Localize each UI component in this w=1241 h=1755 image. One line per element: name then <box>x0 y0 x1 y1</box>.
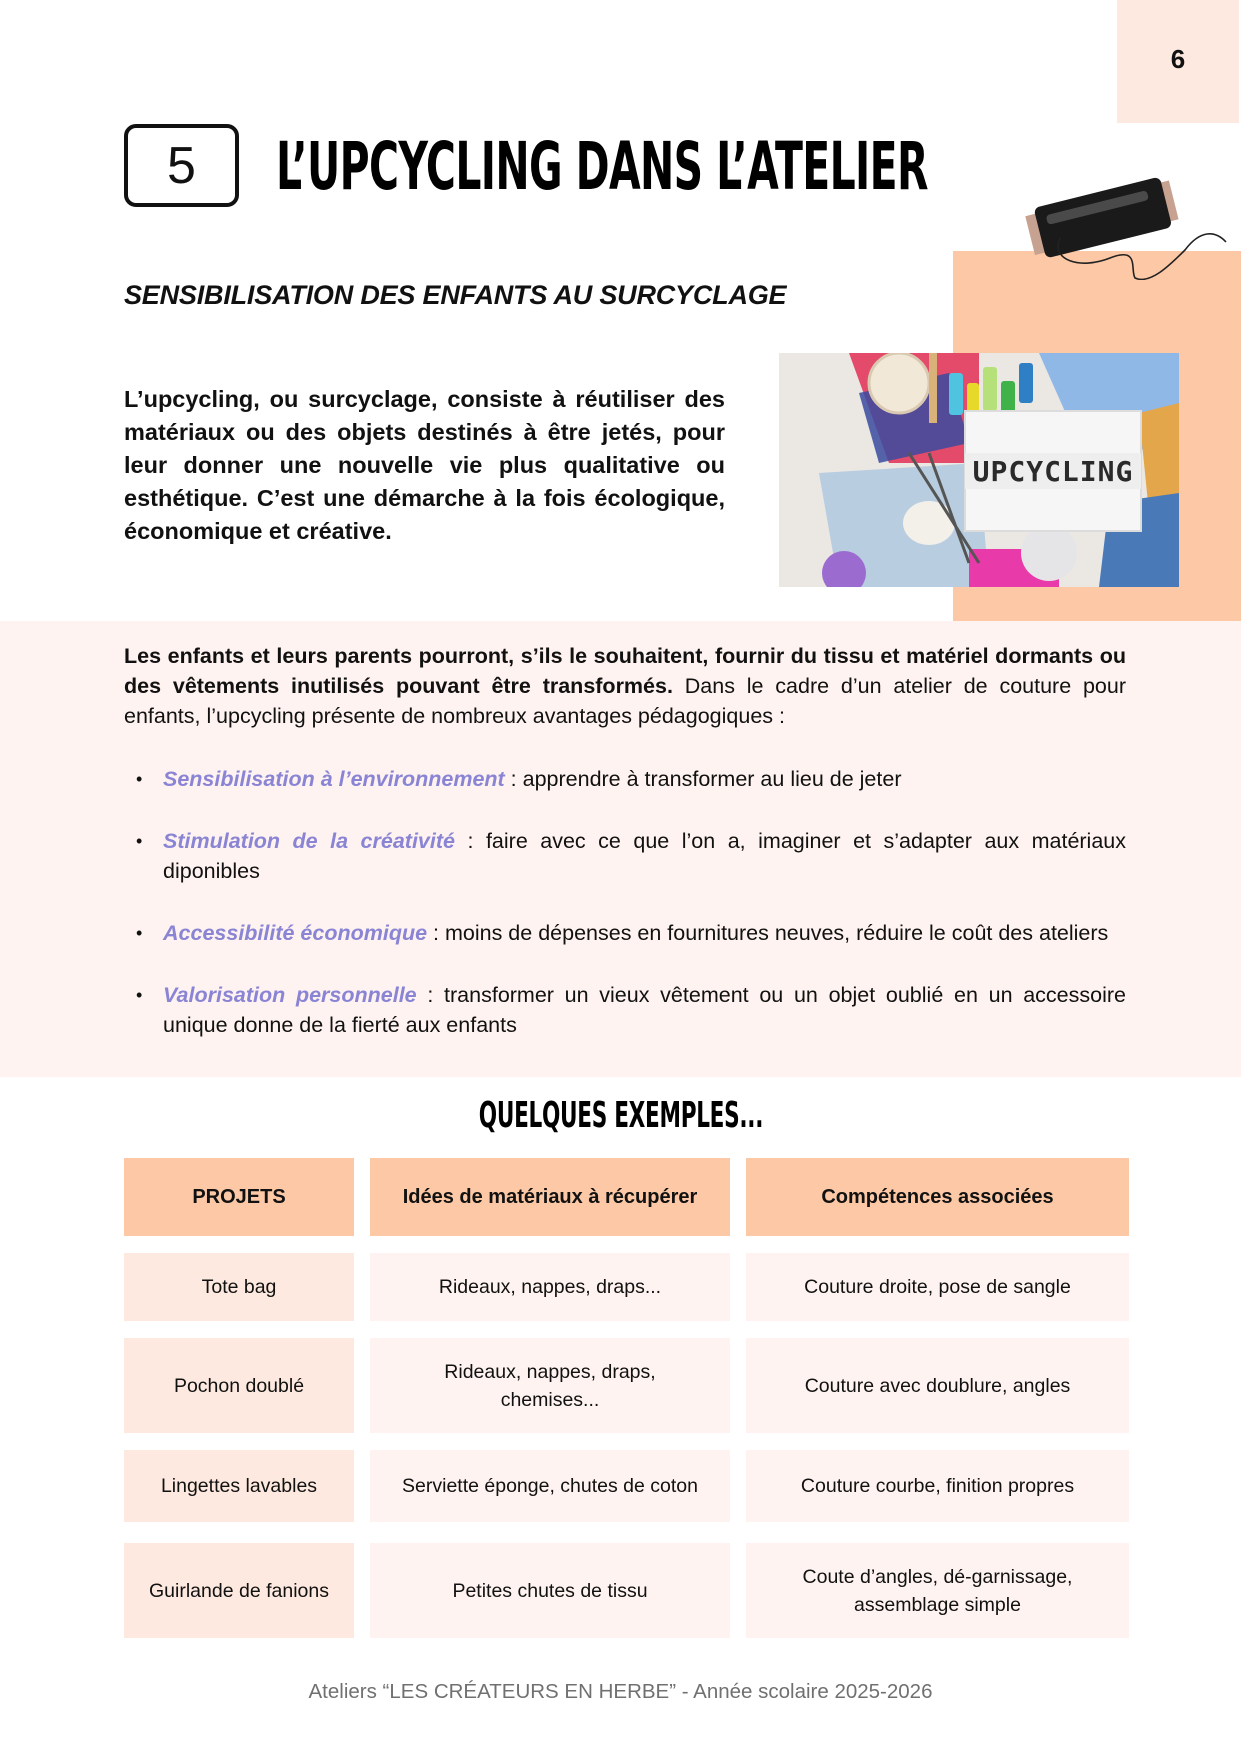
benefit-item <box>124 826 1126 886</box>
table-header-projets: PROJETS <box>124 1158 354 1236</box>
upcycling-photo <box>779 353 1179 587</box>
benefit-text: : moins de dépenses en fournitures neuves, réduire le coût des ateliers <box>427 921 1109 945</box>
benefit-term: Valorisation personnelle <box>163 983 417 1007</box>
table-cell-projet: Pochon doublé <box>124 1338 354 1433</box>
table-cell-materiaux: Rideaux, nappes, draps, chemises... <box>370 1338 730 1433</box>
benefit-item <box>124 918 1126 948</box>
benefit-term: Sensibilisation à l’environnement <box>163 767 505 791</box>
table-header-competences: Compétences associées <box>746 1158 1129 1236</box>
table-cell-projet: Guirlande de fanions <box>124 1543 354 1638</box>
body-lead-rest: Dans le cadre d’un atelier de couture pour enfants, l’upcycling présente de nombreux avantages pédagogiques : <box>124 674 1126 728</box>
benefit-item <box>124 764 1126 794</box>
examples-title <box>0 1095 1241 1136</box>
page-number-box <box>1117 0 1239 123</box>
intro-paragraph: L’upcycling, ou surcyclage, consiste à réutiliser des matériaux ou des objets destinés à être jetés, pour leur donner une nouvelle vie plus qualitative ou esthétique. C’est une démarche à la fois écologique, économique et créative. <box>124 386 725 544</box>
table-cell-materiaux: Petites chutes de tissu <box>370 1543 730 1638</box>
bullet-icon: • <box>136 923 143 943</box>
bullet-icon: • <box>136 769 143 789</box>
table-cell-competences: Couture droite, pose de sangle <box>746 1253 1129 1321</box>
benefit-text: : faire avec ce que l’on a, imaginer et s’adapter aux matériaux diponibles <box>163 829 1126 883</box>
examples-title-text: QUELQUES EXEMPLES... <box>478 1095 763 1136</box>
benefit-text: : apprendre à transformer au lieu de jeter <box>504 767 902 791</box>
table-cell-projet: Tote bag <box>124 1253 354 1321</box>
photo-sign-text: UPCYCLING <box>972 455 1134 488</box>
table-cell-projet: Lingettes lavables <box>124 1450 354 1522</box>
body-paragraph <box>124 641 1126 731</box>
table-cell-competences: Coute d’angles, dé-garnissage, assemblage simple <box>746 1543 1129 1638</box>
table-cell-competences: Couture avec doublure, angles <box>746 1338 1129 1433</box>
body-lead-bold: Les enfants et leurs parents pourront, s’ils le souhaitent, fournir du tissu et matériel dormants ou des vêtements inutilisés pouvant être transformés. <box>124 644 1126 698</box>
table-cell-competences: Couture courbe, finition propres <box>746 1450 1129 1522</box>
bullet-icon: • <box>136 831 143 851</box>
footer-text: Ateliers “LES CRÉATEURS EN HERBE” - Année scolaire 2025-2026 <box>308 1680 933 1703</box>
benefit-text: : transformer un vieux vêtement ou un objet oublié en un accessoire unique donne de la fierté aux enfants <box>163 983 1126 1037</box>
chapter-number-box <box>124 124 239 207</box>
benefit-term: Accessibilité économique <box>163 921 428 945</box>
table-cell-materiaux: Rideaux, nappes, draps... <box>370 1253 730 1321</box>
benefit-item <box>124 980 1126 1040</box>
benefits-list <box>124 764 1126 1040</box>
section-subtitle: SENSIBILISATION DES ENFANTS AU SURCYCLAGE <box>124 280 787 310</box>
benefit-term: Stimulation de la créativité <box>163 829 455 853</box>
chapter-number: 5 <box>167 136 196 195</box>
table-cell-materiaux: Serviette éponge, chutes de coton <box>370 1450 730 1522</box>
table-header-materiaux: Idées de matériaux à récupérer <box>370 1158 730 1236</box>
page-title: L’UPCYCLING DANS L’ATELIER <box>276 128 928 205</box>
thread-spool-icon <box>1020 170 1241 280</box>
bullet-icon: • <box>136 985 143 1005</box>
page-number: 6 <box>1170 44 1186 74</box>
